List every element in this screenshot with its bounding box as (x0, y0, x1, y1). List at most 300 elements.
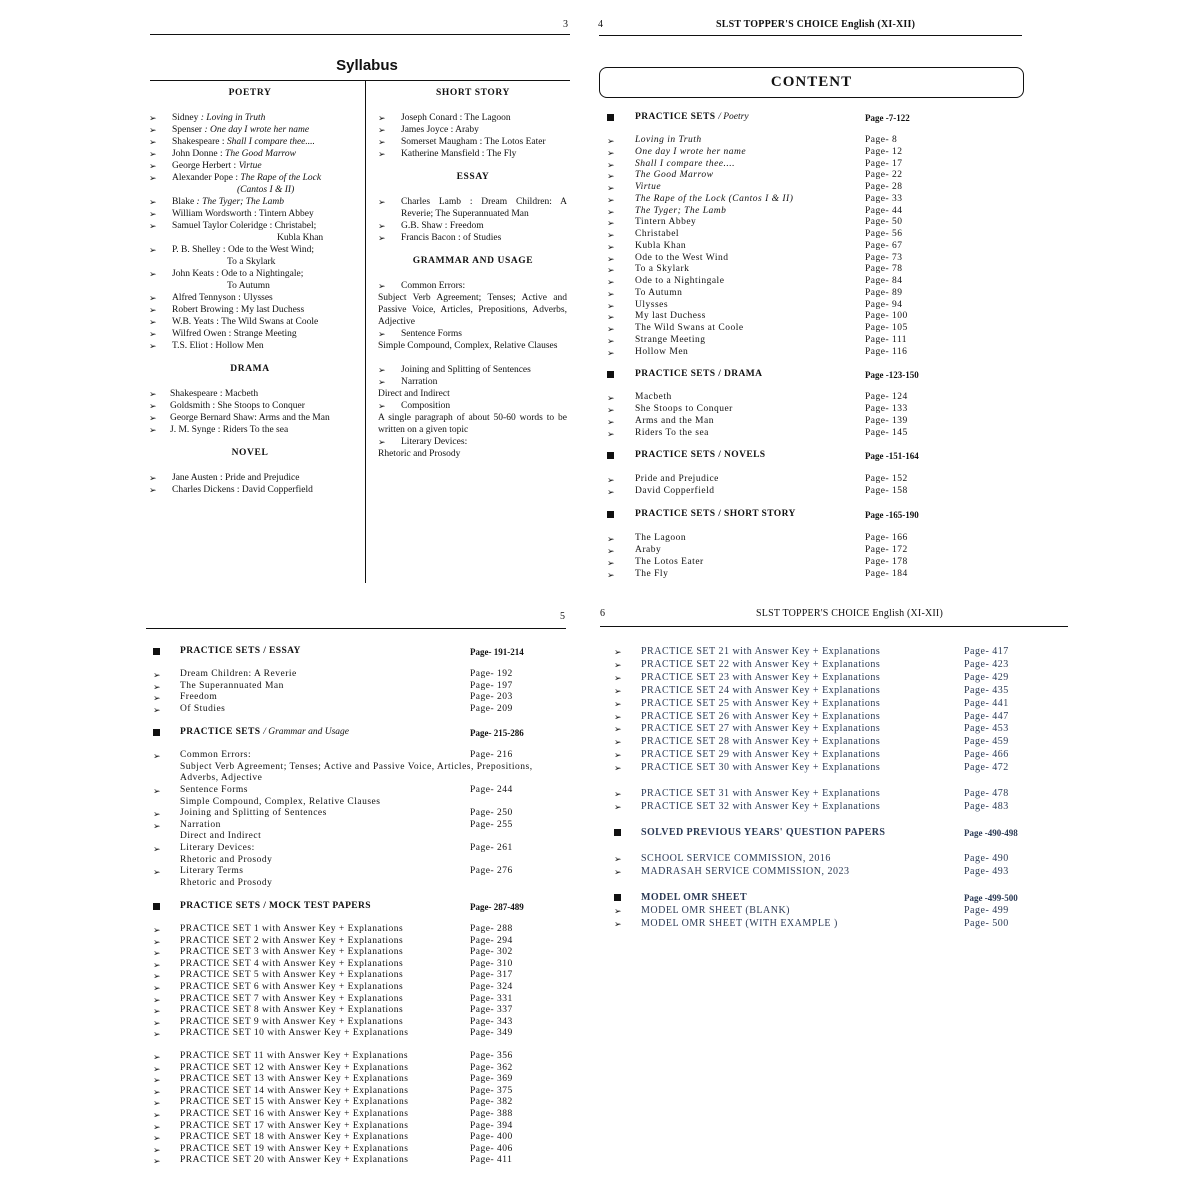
content-item-page: Page- 362 (470, 1062, 513, 1073)
content-item-detail[interactable]: Simple Compound, Complex, Relative Clauses (180, 797, 381, 807)
content-item-detail[interactable]: Direct and Indirect (180, 831, 262, 841)
practice-set-item[interactable]: PRACTICE SET 17 with Answer Key + Explanations (180, 1120, 409, 1131)
section-heading-subtitle: / Poetry (718, 112, 749, 122)
section-page-range: Page -499-500 (964, 893, 1018, 903)
content-item[interactable]: Araby (635, 545, 662, 555)
content-item[interactable]: To Autumn (635, 287, 683, 298)
page-number-5: 5 (560, 611, 565, 622)
content-item-page: Page- 369 (470, 1074, 513, 1085)
content-item[interactable]: Joining and Splitting of Sentences (180, 808, 327, 818)
square-bullet-icon (607, 511, 614, 518)
content-item-page: Page- 50 (865, 217, 903, 228)
arrow-bullet-icon: ➢ (153, 1017, 161, 1028)
arrow-bullet-icon: ➢ (378, 281, 386, 291)
section-page-range: Page- 287-489 (470, 902, 524, 912)
arrow-bullet-icon: ➢ (378, 125, 386, 135)
arrow-bullet-icon: ➢ (153, 1133, 161, 1144)
content-item-page: Page- 28 (865, 182, 903, 192)
content-item-page: Page- 349 (470, 1028, 513, 1039)
practice-set-item[interactable]: PRACTICE SET 31 with Answer Key + Explanations (641, 788, 881, 799)
section-heading-text: PRACTICE SETS / NOVELS (635, 450, 766, 460)
content-item[interactable]: Shall I compare thee.... (635, 158, 736, 169)
arrow-bullet-icon: ➢ (614, 906, 622, 916)
practice-set-item[interactable]: PRACTICE SET 2 with Answer Key + Explanations (180, 935, 404, 946)
content-item[interactable]: The Lotos Eater (635, 557, 704, 567)
content-item-page: Page- 78 (865, 264, 903, 275)
arrow-bullet-icon: ➢ (153, 693, 161, 704)
author-name: Blake (172, 197, 195, 207)
section-heading-text: PRACTICE SETS / SHORT STORY (635, 509, 796, 519)
practice-set-item[interactable]: PRACTICE SET 19 with Answer Key + Explanations (180, 1143, 409, 1154)
arrow-bullet-icon: ➢ (378, 137, 386, 147)
grammar-common-errors: Common Errors: (401, 281, 466, 291)
arrow-bullet-icon: ➢ (153, 786, 161, 796)
square-bullet-icon (607, 371, 614, 378)
section-title-novel: NOVEL (231, 448, 269, 458)
arrow-bullet-icon: ➢ (607, 558, 615, 568)
content-item-page: Page- 331 (470, 993, 513, 1004)
arrow-bullet-icon: ➢ (378, 401, 386, 411)
content-item-page: Page- 255 (470, 820, 513, 830)
practice-set-item[interactable]: PRACTICE SET 11 with Answer Key + Explanations (180, 1051, 409, 1061)
syllabus-essay-item: G.B. Shaw : Freedom (401, 221, 484, 231)
practice-set-item[interactable]: PRACTICE SET 3 with Answer Key + Explanations (180, 947, 404, 958)
square-bullet-icon (614, 829, 621, 836)
grammar-narration-text: Direct and Indirect (378, 389, 450, 399)
arrow-bullet-icon: ➢ (149, 293, 157, 303)
arrow-bullet-icon: ➢ (607, 253, 615, 264)
omr-sheet-item[interactable]: MODEL OMR SHEET (WITH EXAMPLE ) (641, 918, 838, 929)
content-item-detail[interactable]: Rhetoric and Prosody (180, 878, 273, 888)
section-heading-text: PRACTICE SETS (180, 727, 261, 737)
content-item-page: Page- 73 (865, 252, 903, 263)
content-item-page: Page- 435 (964, 684, 1009, 696)
author-name: Alexander Pope : (172, 173, 238, 183)
work-title: The Rape of the Lock (240, 173, 322, 183)
arrow-bullet-icon: ➢ (153, 670, 161, 680)
content-item-page: Page- 209 (470, 704, 513, 715)
square-bullet-icon (614, 894, 621, 901)
arrow-bullet-icon: ➢ (607, 288, 615, 299)
practice-set-item[interactable]: PRACTICE SET 25 with Answer Key + Explanations (641, 697, 881, 709)
arrow-bullet-icon: ➢ (378, 365, 386, 375)
arrow-bullet-icon: ➢ (153, 1086, 161, 1097)
arrow-bullet-icon: ➢ (614, 659, 622, 670)
arrow-bullet-icon: ➢ (378, 221, 386, 231)
content-item[interactable]: David Copperfield (635, 486, 715, 496)
content-item[interactable]: Narration (180, 820, 221, 830)
content-item-detail[interactable]: Rhetoric and Prosody (180, 855, 273, 865)
arrow-bullet-icon: ➢ (607, 300, 615, 311)
arrow-bullet-icon: ➢ (153, 1075, 161, 1086)
work-title: Shall I compare thee.... (226, 137, 315, 147)
arrow-bullet-icon: ➢ (607, 194, 615, 205)
arrow-bullet-icon: ➢ (614, 789, 622, 799)
square-bullet-icon (607, 114, 614, 121)
section-heading-solved-papers: SOLVED PREVIOUS YEARS' QUESTION PAPERS (641, 827, 886, 838)
content-item-detail[interactable]: Adverbs, Adjective (180, 773, 263, 783)
content-item-page: Page- 499 (964, 905, 1009, 916)
arrow-bullet-icon: ➢ (149, 149, 157, 159)
content-item[interactable]: Kubla Khan (635, 240, 687, 251)
section-page-range: Page -165-190 (865, 510, 919, 520)
content-item-page: Page- 184 (865, 569, 908, 579)
content-item[interactable]: Loving in Truth (635, 135, 702, 145)
syllabus-novel-item: Charles Dickens : David Copperfield (172, 485, 313, 495)
section-title-short-story: SHORT STORY (436, 88, 510, 98)
arrow-bullet-icon: ➢ (614, 737, 622, 748)
content-item-page: Page- 17 (865, 158, 903, 169)
content-item-page: Page- 166 (865, 533, 908, 543)
arrow-bullet-icon: ➢ (149, 209, 157, 219)
practice-set-item[interactable]: PRACTICE SET 28 with Answer Key + Explanations (641, 736, 881, 748)
syllabus-poetry-item (172, 184, 294, 196)
content-item-page: Page- 197 (470, 680, 513, 691)
author-name: W.B. Yeats : The Wild Swans at Coole (172, 317, 319, 327)
arrow-bullet-icon: ➢ (607, 206, 615, 217)
practice-set-item[interactable]: PRACTICE SET 21 with Answer Key + Explanations (641, 646, 881, 657)
syllabus-drama-item: Shakespeare : Macbeth (170, 389, 259, 399)
arrow-bullet-icon: ➢ (153, 751, 161, 761)
syllabus-divider (365, 81, 366, 583)
solved-paper-item[interactable]: SCHOOL SERVICE COMMISSION, 2016 (641, 853, 831, 864)
content-item-page: Page- 417 (964, 646, 1009, 657)
syllabus-drama-item: J. M. Synge : Riders To the sea (170, 425, 289, 435)
section-page-range: Page -123-150 (865, 370, 919, 380)
syllabus-novel-item: Jane Austen : Pride and Prejudice (172, 473, 300, 483)
arrow-bullet-icon: ➢ (607, 546, 615, 556)
content-item[interactable]: Strange Meeting (635, 334, 706, 345)
author-name: Alfred Tennyson : Ulysses (172, 293, 273, 303)
syllabus-poetry-item (172, 208, 314, 220)
practice-set-item[interactable]: PRACTICE SET 30 with Answer Key + Explanations (641, 762, 881, 774)
practice-set-item[interactable]: PRACTICE SET 22 with Answer Key + Explanations (641, 658, 881, 670)
practice-set-item[interactable]: PRACTICE SET 9 with Answer Key + Explanations (180, 1016, 404, 1027)
content-item-page: Page- 84 (865, 276, 903, 286)
square-bullet-icon (153, 648, 160, 655)
practice-set-item[interactable]: PRACTICE SET 14 with Answer Key + Explanations (180, 1085, 409, 1096)
work-title: To Autumn (227, 281, 270, 291)
work-title: The Good Marrow (225, 149, 296, 159)
section-page-range: Page -151-164 (865, 451, 919, 461)
arrow-bullet-icon: ➢ (607, 429, 615, 439)
header-rule (150, 34, 570, 35)
syllabus-title: Syllabus (336, 57, 398, 74)
header-rule (599, 35, 1022, 36)
content-item-page: Page- 317 (470, 970, 513, 981)
syllabus-essay-item: Charles Lamb : Dream Children: A Reverie; The Superannuated Man (401, 197, 567, 219)
content-item-page: Page- 22 (865, 170, 903, 181)
content-item[interactable]: Pride and Prejudice (635, 474, 719, 484)
content-item[interactable]: Macbeth (635, 392, 672, 402)
content-item[interactable]: Ode to a Nightingale (635, 276, 725, 286)
work-title: To a Skylark (227, 257, 276, 267)
practice-set-item[interactable]: PRACTICE SET 13 with Answer Key + Explanations (180, 1074, 409, 1085)
content-item-page: Page- 423 (964, 658, 1009, 670)
content-item-page: Page- 67 (865, 240, 903, 251)
grammar-literary-devices: Literary Devices: (401, 437, 468, 447)
section-title-poetry: POETRY (228, 88, 272, 98)
author-name: John Keats : Ode to a Nightingale; (172, 269, 304, 279)
content-item-page: Page- 152 (865, 474, 908, 484)
syllabus-drama-item: George Bernard Shaw: Arms and the Man (170, 413, 330, 423)
content-item[interactable]: She Stoops to Conquer (635, 404, 733, 414)
practice-set-item[interactable]: PRACTICE SET 12 with Answer Key + Explanations (180, 1062, 409, 1073)
content-item[interactable]: The Fly (635, 569, 669, 579)
content-item-detail[interactable]: Subject Verb Agreement; Tenses; Active and Passive Voice, Articles, Prepositions, (180, 762, 533, 772)
practice-set-item[interactable]: PRACTICE SET 26 with Answer Key + Explanations (641, 710, 881, 722)
arrow-bullet-icon: ➢ (607, 230, 615, 240)
section-heading-text: PRACTICE SETS / DRAMA (635, 369, 763, 379)
arrow-bullet-icon: ➢ (614, 698, 622, 709)
syllabus-rule (150, 80, 570, 81)
content-item[interactable]: Freedom (180, 692, 218, 703)
arrow-bullet-icon: ➢ (607, 136, 615, 146)
arrow-bullet-icon: ➢ (149, 245, 157, 255)
practice-set-item[interactable]: PRACTICE SET 15 with Answer Key + Explanations (180, 1097, 409, 1108)
syllabus-poetry-item (172, 232, 323, 244)
content-item-page: Page- 276 (470, 866, 513, 876)
arrow-bullet-icon: ➢ (153, 936, 161, 947)
section-title-essay: ESSAY (456, 172, 490, 182)
content-title-box (599, 67, 1024, 98)
arrow-bullet-icon: ➢ (149, 413, 157, 423)
arrow-bullet-icon: ➢ (607, 147, 615, 158)
practice-set-item[interactable]: PRACTICE SET 7 with Answer Key + Explanations (180, 993, 404, 1004)
content-item-page: Page- 261 (470, 843, 513, 853)
section-heading-grammar (180, 727, 349, 737)
arrow-bullet-icon: ➢ (149, 425, 157, 435)
header-rule (600, 626, 1068, 627)
content-item[interactable]: Ulysses (635, 299, 669, 310)
omr-sheet-item[interactable]: MODEL OMR SHEET (BLANK) (641, 905, 790, 916)
syllabus-poetry-item (172, 124, 309, 136)
content-item[interactable]: The Rape of the Lock (Cantos I & II) (635, 193, 794, 204)
syllabus-poetry-item (172, 196, 284, 208)
content-item-page: Page- 111 (865, 334, 908, 345)
arrow-bullet-icon: ➢ (607, 335, 615, 346)
arrow-bullet-icon: ➢ (149, 161, 157, 171)
section-heading-drama (635, 369, 762, 379)
arrow-bullet-icon: ➢ (614, 919, 622, 929)
content-item[interactable]: Riders To the sea (635, 428, 709, 438)
arrow-bullet-icon: ➢ (614, 867, 622, 877)
section-heading-mock-tests (180, 901, 371, 911)
syllabus-short-story-item: Somerset Maugham : The Lotos Eater (401, 137, 546, 147)
content-item[interactable]: Arms and the Man (635, 416, 714, 426)
arrow-bullet-icon: ➢ (149, 173, 157, 183)
grammar-common-errors-text: Subject Verb Agreement; Tenses; Active and Passive Voice, Articles, Prepositions, Adverbs, Adjective (378, 293, 567, 327)
arrow-bullet-icon: ➢ (378, 377, 386, 387)
content-item-page: Page- 44 (865, 205, 903, 216)
practice-set-item[interactable]: PRACTICE SET 5 with Answer Key + Explanations (180, 970, 404, 981)
content-item-page: Page- 145 (865, 428, 908, 438)
content-item-page: Page- 466 (964, 749, 1009, 761)
syllabus-poetry-item (172, 172, 321, 184)
content-item[interactable]: Literary Terms (180, 866, 244, 876)
syllabus-essay-item: Francis Bacon : of Studies (401, 233, 502, 243)
section-heading-poetry (635, 112, 749, 122)
section-page-range: Page -490-498 (964, 828, 1018, 838)
arrow-bullet-icon: ➢ (614, 854, 622, 864)
section-title-grammar: GRAMMAR AND USAGE (412, 256, 534, 266)
arrow-bullet-icon: ➢ (378, 197, 386, 207)
practice-set-item[interactable]: PRACTICE SET 27 with Answer Key + Explanations (641, 723, 881, 735)
arrow-bullet-icon: ➢ (153, 948, 161, 959)
arrow-bullet-icon: ➢ (607, 324, 615, 334)
content-item-page: Page- 400 (470, 1132, 513, 1143)
arrow-bullet-icon: ➢ (153, 983, 161, 993)
content-item-page: Page- 490 (964, 853, 1009, 864)
content-item[interactable]: The Wild Swans at Coole (635, 323, 744, 333)
content-item-page: Page- 139 (865, 416, 908, 426)
content-item[interactable]: Christabel (635, 229, 680, 239)
content-title: CONTENT (770, 74, 853, 90)
grammar-joining: Joining and Splitting of Sentences (401, 365, 531, 375)
content-item-page: Page- 203 (470, 692, 513, 703)
arrow-bullet-icon: ➢ (153, 959, 161, 970)
syllabus-short-story-item: Joseph Conard : The Lagoon (401, 113, 511, 123)
syllabus-poetry-item (172, 160, 262, 172)
content-item[interactable]: Virtue (635, 182, 662, 192)
syllabus-poetry-item (172, 316, 318, 328)
content-item-page: Page- 441 (964, 697, 1009, 709)
content-item[interactable]: One day I wrote her name (635, 146, 747, 157)
arrow-bullet-icon: ➢ (153, 994, 161, 1005)
practice-set-item[interactable]: PRACTICE SET 32 with Answer Key + Explanations (641, 801, 881, 812)
section-heading-novels (635, 450, 766, 460)
content-item[interactable]: Dream Children: A Reverie (180, 669, 297, 679)
content-item-page: Page- 94 (865, 299, 903, 310)
arrow-bullet-icon: ➢ (607, 417, 615, 427)
arrow-bullet-icon: ➢ (378, 113, 386, 123)
content-item[interactable]: The Superannuated Man (180, 680, 284, 691)
arrow-bullet-icon: ➢ (378, 329, 386, 339)
arrow-bullet-icon: ➢ (614, 711, 622, 722)
practice-set-item[interactable]: PRACTICE SET 23 with Answer Key + Explanations (641, 671, 881, 683)
practice-set-item[interactable]: PRACTICE SET 1 with Answer Key + Explanations (180, 924, 404, 934)
arrow-bullet-icon: ➢ (378, 149, 386, 159)
content-item[interactable]: Ode to the West Wind (635, 252, 729, 263)
content-item-page: Page- 324 (470, 982, 513, 992)
practice-set-item[interactable]: PRACTICE SET 8 with Answer Key + Explanations (180, 1005, 404, 1016)
arrow-bullet-icon: ➢ (153, 844, 161, 854)
grammar-sentence-forms-text: Simple Compound, Complex, Relative Clauses (378, 341, 558, 351)
syllabus-poetry-item (172, 220, 316, 232)
content-item[interactable]: The Lagoon (635, 533, 687, 543)
syllabus-short-story-item: James Joyce : Araby (401, 125, 479, 135)
content-item-page: Page- 453 (964, 723, 1009, 735)
content-item-page: Page- 459 (964, 736, 1009, 748)
syllabus-drama-item: Goldsmith : She Stoops to Conquer (170, 401, 305, 411)
content-item[interactable]: Common Errors: (180, 750, 252, 760)
arrow-bullet-icon: ➢ (153, 1029, 161, 1040)
content-item-page: Page- 483 (964, 801, 1009, 812)
work-title: : One day I wrote her name (204, 125, 310, 135)
square-bullet-icon (607, 452, 614, 459)
section-heading-omr: MODEL OMR SHEET (641, 892, 748, 903)
content-item-page: Page- 429 (964, 671, 1009, 683)
practice-set-item[interactable]: PRACTICE SET 10 with Answer Key + Explanations (180, 1028, 409, 1039)
arrow-bullet-icon: ➢ (153, 925, 161, 935)
content-item[interactable]: Sentence Forms (180, 785, 248, 795)
arrow-bullet-icon: ➢ (607, 312, 615, 323)
syllabus-poetry-item (172, 136, 315, 148)
arrow-bullet-icon: ➢ (607, 487, 615, 497)
content-item-page: Page- 478 (964, 788, 1009, 799)
content-item-page: Page- 382 (470, 1097, 513, 1108)
arrow-bullet-icon: ➢ (153, 1156, 161, 1167)
practice-set-item[interactable]: PRACTICE SET 16 with Answer Key + Explanations (180, 1109, 409, 1119)
arrow-bullet-icon: ➢ (607, 171, 615, 182)
author-name: Robert Browing : My last Duchess (172, 305, 305, 315)
content-item-page: Page- 500 (964, 918, 1009, 929)
arrow-bullet-icon: ➢ (149, 137, 157, 147)
syllabus-poetry-item (172, 244, 314, 256)
section-heading-text: PRACTICE SETS / MOCK TEST PAPERS (180, 901, 371, 911)
grammar-sentence-forms: Sentence Forms (401, 329, 462, 339)
author-name: Samuel Taylor Coleridge : Christabel; (172, 221, 317, 231)
work-title: (Cantos I & II) (237, 185, 295, 195)
content-item-page: Page- 310 (470, 958, 513, 969)
author-name: John Donne : (172, 149, 223, 159)
arrow-bullet-icon: ➢ (149, 389, 157, 399)
author-name: George Herbert : (172, 161, 237, 171)
syllabus-short-story-item: Katherine Mansfield : The Fly (401, 149, 517, 159)
running-head: SLST TOPPER'S CHOICE English (XI-XII) (716, 19, 916, 30)
practice-set-item[interactable]: PRACTICE SET 4 with Answer Key + Explanations (180, 958, 404, 969)
content-item[interactable]: Hollow Men (635, 346, 689, 357)
arrow-bullet-icon: ➢ (153, 1052, 161, 1062)
arrow-bullet-icon: ➢ (607, 405, 615, 415)
arrow-bullet-icon: ➢ (614, 750, 622, 761)
syllabus-poetry-item (172, 256, 275, 268)
section-page-range: Page -7-122 (865, 113, 910, 123)
content-item[interactable]: Tintern Abbey (635, 217, 697, 228)
syllabus-poetry-item (172, 112, 265, 124)
content-item[interactable]: My last Duchess (635, 311, 706, 322)
arrow-bullet-icon: ➢ (614, 724, 622, 735)
practice-set-item[interactable]: PRACTICE SET 20 with Answer Key + Explanations (180, 1155, 409, 1166)
arrow-bullet-icon: ➢ (607, 347, 615, 358)
content-item[interactable]: The Good Marrow (635, 170, 714, 181)
practice-set-item[interactable]: PRACTICE SET 24 with Answer Key + Explanations (641, 684, 881, 696)
content-item-page: Page- 105 (865, 323, 908, 333)
arrow-bullet-icon: ➢ (607, 475, 615, 485)
content-item[interactable]: Of Studies (180, 704, 226, 715)
work-title: : Loving in Truth (200, 113, 266, 123)
content-item-page: Page- 192 (470, 669, 513, 679)
running-head: SLST TOPPER'S CHOICE English (XI-XII) (756, 608, 943, 619)
arrow-bullet-icon: ➢ (614, 647, 622, 657)
content-item[interactable]: Literary Devices: (180, 843, 255, 853)
practice-set-item[interactable]: PRACTICE SET 29 with Answer Key + Explanations (641, 749, 881, 761)
solved-paper-item[interactable]: MADRASAH SERVICE COMMISSION, 2023 (641, 866, 850, 877)
arrow-bullet-icon: ➢ (149, 197, 157, 207)
content-item[interactable]: The Tyger; The Lamb (635, 205, 727, 216)
section-heading-subtitle: / Grammar and Usage (263, 727, 349, 737)
syllabus-poetry-item (172, 268, 303, 280)
page-number-6: 6 (600, 608, 605, 619)
syllabus-poetry-item (172, 280, 270, 292)
author-name: Spenser (172, 125, 203, 135)
practice-set-item[interactable]: PRACTICE SET 6 with Answer Key + Explanations (180, 982, 404, 992)
content-item[interactable]: To a Skylark (635, 264, 690, 275)
arrow-bullet-icon: ➢ (607, 393, 615, 403)
content-item-page: Page- 172 (865, 545, 908, 555)
practice-set-item[interactable]: PRACTICE SET 18 with Answer Key + Explanations (180, 1132, 409, 1143)
arrow-bullet-icon: ➢ (153, 821, 161, 831)
